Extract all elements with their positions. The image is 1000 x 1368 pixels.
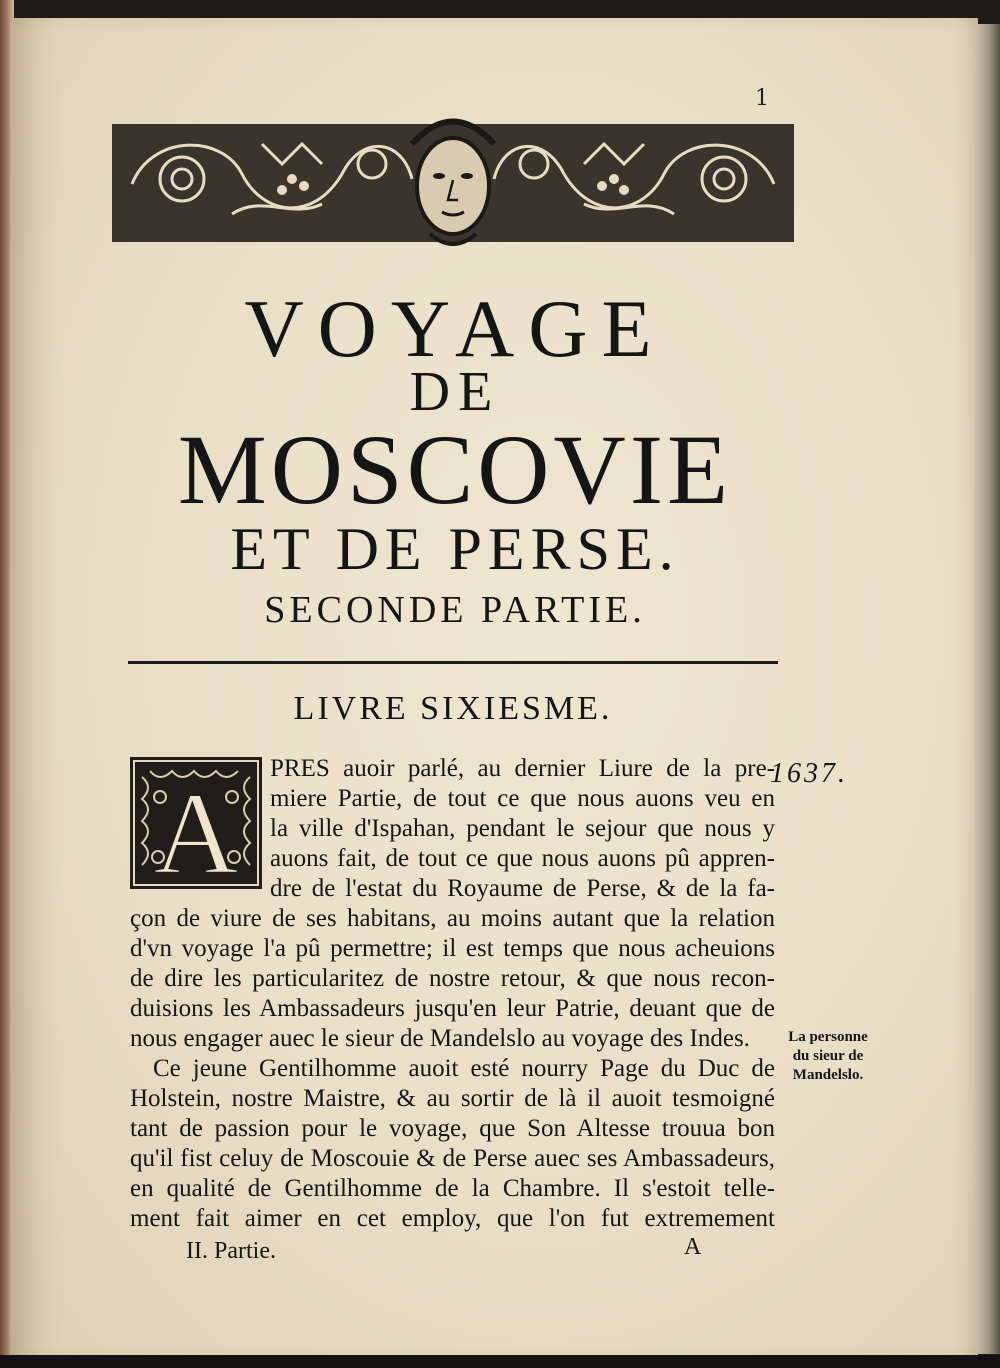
- body-line: nous engager auec le sieur de Mandelslo au voyage des Indes.: [130, 1025, 750, 1052]
- body-line: de dire les particularitez de nostre retour, & que nous recon-: [130, 965, 775, 992]
- book-heading: LIVRE SIXIESME.: [293, 690, 613, 727]
- title-voyage: VOYAGE: [244, 283, 666, 374]
- body-line: PRES auoir parlé, au dernier Liure de la pre-: [270, 755, 775, 782]
- body-line: dre de l'estat du Royaume de Perse, & de la fa-: [270, 875, 775, 902]
- ornamental-headpiece: [112, 104, 794, 268]
- body-line: Holstein, nostre Maistre, & au sortir de là il auoit tesmoigné: [130, 1085, 775, 1112]
- signature-mark: A: [684, 1234, 702, 1260]
- margin-note: La personne du sieur de Mandelslo.: [788, 1029, 868, 1083]
- page-number: 1: [755, 86, 769, 111]
- body-line: çon de viure de ses habitans, au moins autant que la relation: [130, 905, 775, 932]
- drop-cap-ornament: [130, 757, 262, 889]
- scan-background: [0, 1355, 1000, 1368]
- horizontal-rule: [128, 661, 778, 664]
- body-line: duisions les Ambassadeurs jusqu'en leur Patrie, deuant que de: [130, 995, 775, 1022]
- page-edge: [975, 24, 1000, 1354]
- body-line: ment fait aimer en cet employ, que l'on fut extremement: [130, 1205, 775, 1232]
- body-line: auons fait, de tout ce que nous auons pû appren-: [270, 845, 775, 872]
- title-moscovie: MOSCOVIE: [177, 414, 733, 525]
- body-line: qu'il fist celuy de Moscouie & de Perse auec ses Ambassadeurs,: [130, 1145, 775, 1172]
- body-line: d'vn voyage l'a pû permettre; il est temps que nous acheuions: [130, 935, 775, 962]
- title-de: DE: [409, 361, 501, 423]
- body-line: miere Partie, de tout ce que nous auons veu en: [270, 785, 775, 812]
- drop-cap-letter: A: [153, 768, 239, 889]
- title-seconde-partie: SECONDE PARTIE.: [264, 589, 646, 631]
- body-line: la ville d'Ispahan, pendant le sejour que nous y: [270, 815, 775, 842]
- body-line: tant de passion pour le voyage, que Son Altesse trouua bon: [130, 1115, 775, 1142]
- title-et-de-perse: ET DE PERSE.: [230, 516, 680, 582]
- footer-part-label: II. Partie.: [186, 1238, 276, 1264]
- body-line: Ce jeune Gentilhomme auoit esté nourry Page du Duc de: [153, 1055, 775, 1082]
- body-line: en qualité de Gentilhomme de la Chambre. Il s'estoit telle-: [130, 1175, 775, 1202]
- margin-year: 1637.: [770, 758, 848, 789]
